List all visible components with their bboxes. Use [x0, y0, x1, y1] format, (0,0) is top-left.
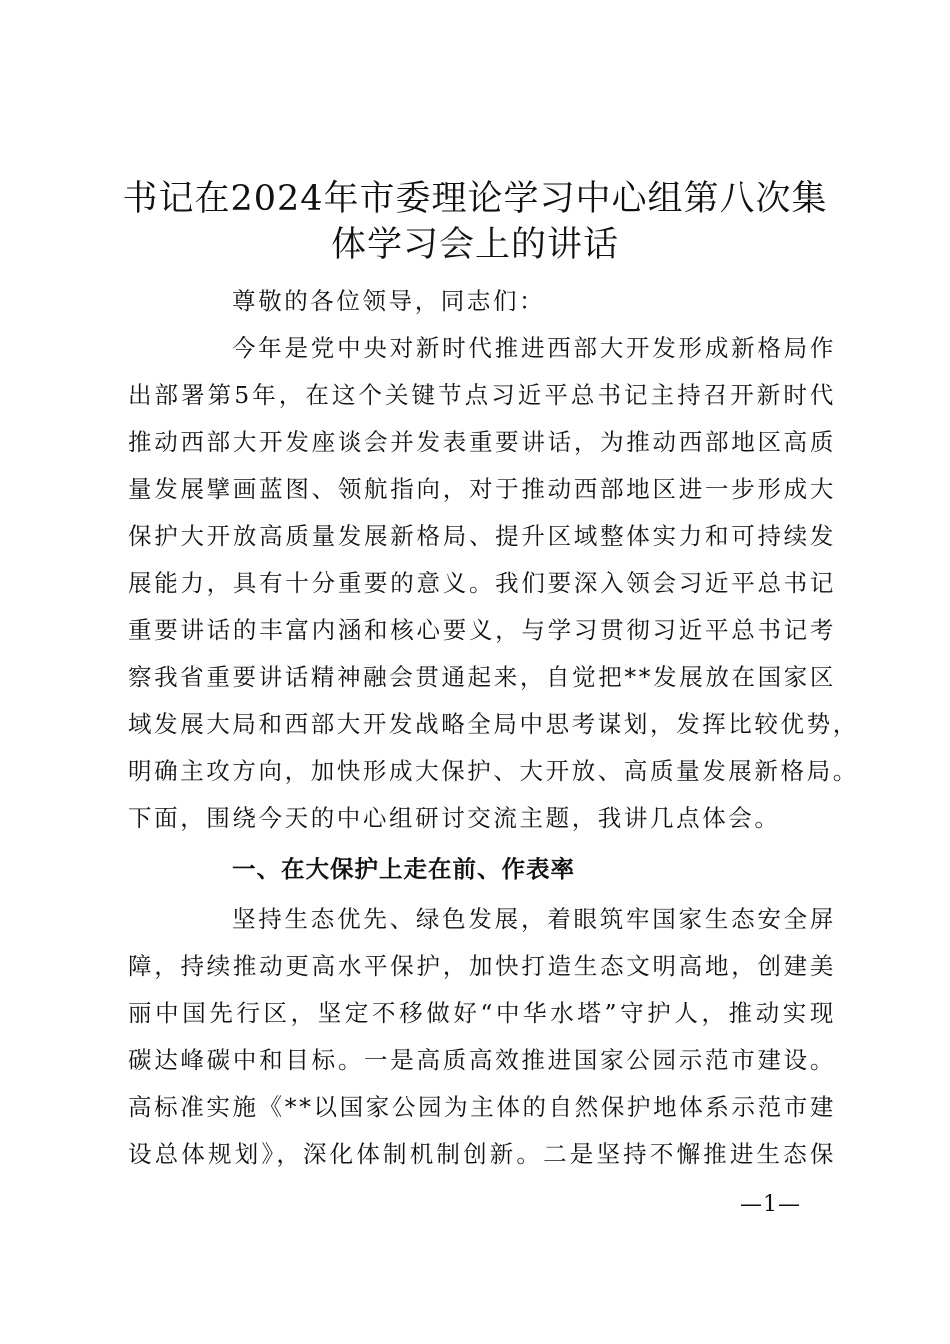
document-body: [128, 278, 859, 1178]
paragraph-line: 重要讲话的丰富内涵和核心要义，与学习贯彻习近平总书记考: [128, 616, 836, 644]
paragraph-line: 丽中国先行区，坚定不移做好“中华水塔”守护人，推动实现: [128, 999, 836, 1027]
paragraph-line: 碳达峰碳中和目标。一是高质高效推进国家公园示范市建设。: [128, 1046, 836, 1074]
paragraph-line: 展能力，具有十分重要的意义。我们要深入领会习近平总书记: [128, 569, 836, 597]
paragraph-line: 推动西部大开发座谈会并发表重要讲话，为推动西部地区高质: [128, 428, 836, 456]
section-heading: 一、在大保护上走在前、作表率: [232, 855, 575, 883]
salutation: 尊敬的各位领导，同志们：: [232, 287, 546, 315]
title-line: 体学习会上的讲话: [330, 225, 619, 265]
paragraph-line: 量发展擘画蓝图、领航指向，对于推动西部地区进一步形成大: [128, 475, 836, 503]
document-title: [110, 176, 840, 268]
paragraph-line: 下面，围绕今天的中心组研讨交流主题，我讲几点体会。: [128, 804, 781, 832]
paragraph-line: 今年是党中央对新时代推进西部大开发形成新格局作: [232, 334, 836, 362]
paragraph-line: 明确主攻方向，加快形成大保护、大开放、高质量发展新格局。: [128, 757, 859, 785]
title-line: 书记在2024年市委理论学习中心组第八次集: [122, 179, 828, 219]
paragraph-line: 出部署第5年，在这个关键节点习近平总书记主持召开新时代: [128, 381, 836, 409]
page-number: —1—: [740, 1192, 801, 1217]
paragraph-line: 察我省重要讲话精神融会贯通起来，自觉把**发展放在国家区: [128, 663, 836, 691]
paragraph-1: [128, 325, 859, 842]
paragraph-line: 高标准实施《**以国家公园为主体的自然保护地体系示范市建: [128, 1093, 836, 1121]
paragraph-line: 坚持生态优先、绿色发展，着眼筑牢国家生态安全屏: [232, 905, 836, 933]
paragraph-line: 域发展大局和西部大开发战略全局中思考谋划，发挥比较优势，: [128, 710, 859, 738]
paragraph-line: 障，持续推动更高水平保护，加快打造生态文明高地，创建美: [128, 952, 836, 980]
paragraph-line: 设总体规划》，深化体制机制创新。二是坚持不懈推进生态保: [128, 1140, 836, 1168]
paragraph-2: [128, 896, 836, 1178]
paragraph-line: 保护大开放高质量发展新格局、提升区域整体实力和可持续发: [128, 522, 836, 550]
